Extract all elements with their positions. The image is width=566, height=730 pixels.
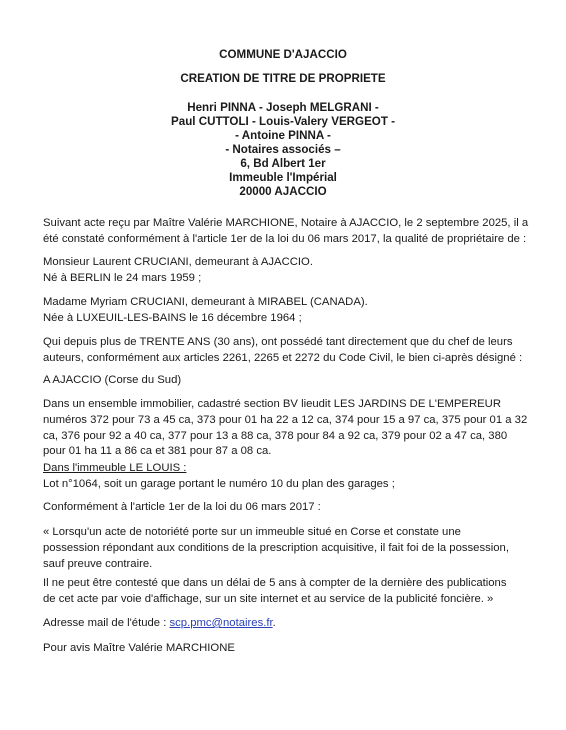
- address-line: Immeuble l'Impérial: [229, 171, 337, 184]
- email-link[interactable]: scp.pmc@notaires.fr: [169, 617, 273, 629]
- text-line: ca, 376 pour 92 a 40 ca, 377 pour 13 a 88 ca, 378 pour 84 a 92 ca, 379 pour 02 a 47 ca, 380: [43, 429, 508, 442]
- owner-1-paragraph: [43, 255, 555, 287]
- signature-paragraph: [43, 641, 555, 657]
- address-line: 6, Bd Albert 1er: [240, 157, 326, 170]
- text-line: Suivant acte reçu par Maître Valérie MARCHIONE, Notaire à AJACCIO, le 2 septembre 2025, il a: [43, 217, 529, 229]
- text-line: Né à BERLIN le 24 mars 1959 ;: [43, 271, 202, 284]
- conformement-paragraph: [43, 500, 555, 516]
- text-line: été constaté conformément à l'article 1er de la loi du 06 mars 2017, la qualité de propriétaire de :: [43, 232, 527, 245]
- notaires-line: - Notaires associés –: [225, 143, 341, 156]
- text-line: auteurs, conformément aux articles 2261, 2265 et 2272 du Code Civil, le bien ci-après désigné :: [43, 351, 523, 364]
- notaires-line: Henri PINNA - Joseph MELGRANI -: [187, 101, 379, 114]
- immeuble-paragraph: [43, 461, 555, 493]
- document-title-block: [0, 72, 566, 86]
- text-line: Née à LUXEUIL-LES-BAINS le 16 décembre 1964 ;: [43, 311, 302, 324]
- location-paragraph: [43, 373, 555, 389]
- text-line: « Lorsqu'un acte de notoriété porte sur un immeuble situé en Corse et constate une: [43, 526, 461, 538]
- email-period: .: [272, 617, 276, 629]
- intro-paragraph: [43, 216, 555, 248]
- email-line: [43, 616, 555, 632]
- commune-heading: [0, 48, 566, 62]
- text-line: Lot n°1064, soit un garage portant le numéro 10 du plan des garages ;: [43, 477, 395, 490]
- notaires-line: - Antoine PINNA -: [235, 129, 331, 142]
- address-line: 20000 AJACCIO: [239, 185, 327, 198]
- notaires-line: Paul CUTTOLI - Louis-Valery VERGEOT -: [171, 115, 395, 128]
- text-line: Madame Myriam CRUCIANI, demeurant à MIRABEL (CANADA).: [43, 296, 368, 308]
- commune-title: COMMUNE D'AJACCIO: [219, 48, 347, 61]
- quote-paragraph-1: [43, 525, 555, 572]
- text-line: Qui depuis plus de TRENTE ANS (30 ans), ont possédé tant directement que du chef de leurs: [43, 336, 513, 348]
- immeuble-heading: Dans l'immeuble LE LOUIS :: [43, 462, 187, 474]
- owner-2-paragraph: [43, 295, 555, 327]
- text-line: possession répondant aux conditions de la prescription acquisitive, il fait foi de la possession,: [43, 541, 509, 554]
- email-label: Adresse mail de l'étude :: [43, 617, 170, 629]
- notaires-block: [0, 101, 566, 199]
- text-line: pour 01 ha 11 a 86 ca et 381 pour 87 a 08 ca.: [43, 445, 272, 458]
- quote-paragraph-2: [43, 576, 555, 608]
- email-paragraph: [43, 616, 555, 632]
- text-line: sauf preuve contraire.: [43, 557, 153, 570]
- signature-line: Pour avis Maître Valérie MARCHIONE: [43, 642, 235, 654]
- text-line: Conformément à l'article 1er de la loi du 06 mars 2017 :: [43, 501, 321, 513]
- text-line: Monsieur Laurent CRUCIANI, demeurant à AJACCIO.: [43, 256, 313, 268]
- text-line: de cet acte par voie d'affichage, sur un site internet et au service de la publicité foncière. »: [43, 592, 494, 605]
- text-line: A AJACCIO (Corse du Sud): [43, 374, 182, 386]
- ensemble-paragraph: [43, 397, 555, 460]
- immeuble-heading-line: [43, 461, 555, 477]
- text-line: Dans un ensemble immobilier, cadastré section BV lieudit LES JARDINS DE L'EMPEREUR: [43, 398, 501, 410]
- document-title: CREATION DE TITRE DE PROPRIETE: [180, 72, 386, 85]
- text-line: Il ne peut être contesté que dans un délai de 5 ans à compter de la dernière des publications: [43, 577, 507, 589]
- text-line: numéros 372 pour 73 a 45 ca, 373 pour 01 ha 22 a 12 ca, 374 pour 15 a 97 ca, 375 pour 01 a 32: [43, 413, 528, 426]
- possession-paragraph: [43, 335, 555, 367]
